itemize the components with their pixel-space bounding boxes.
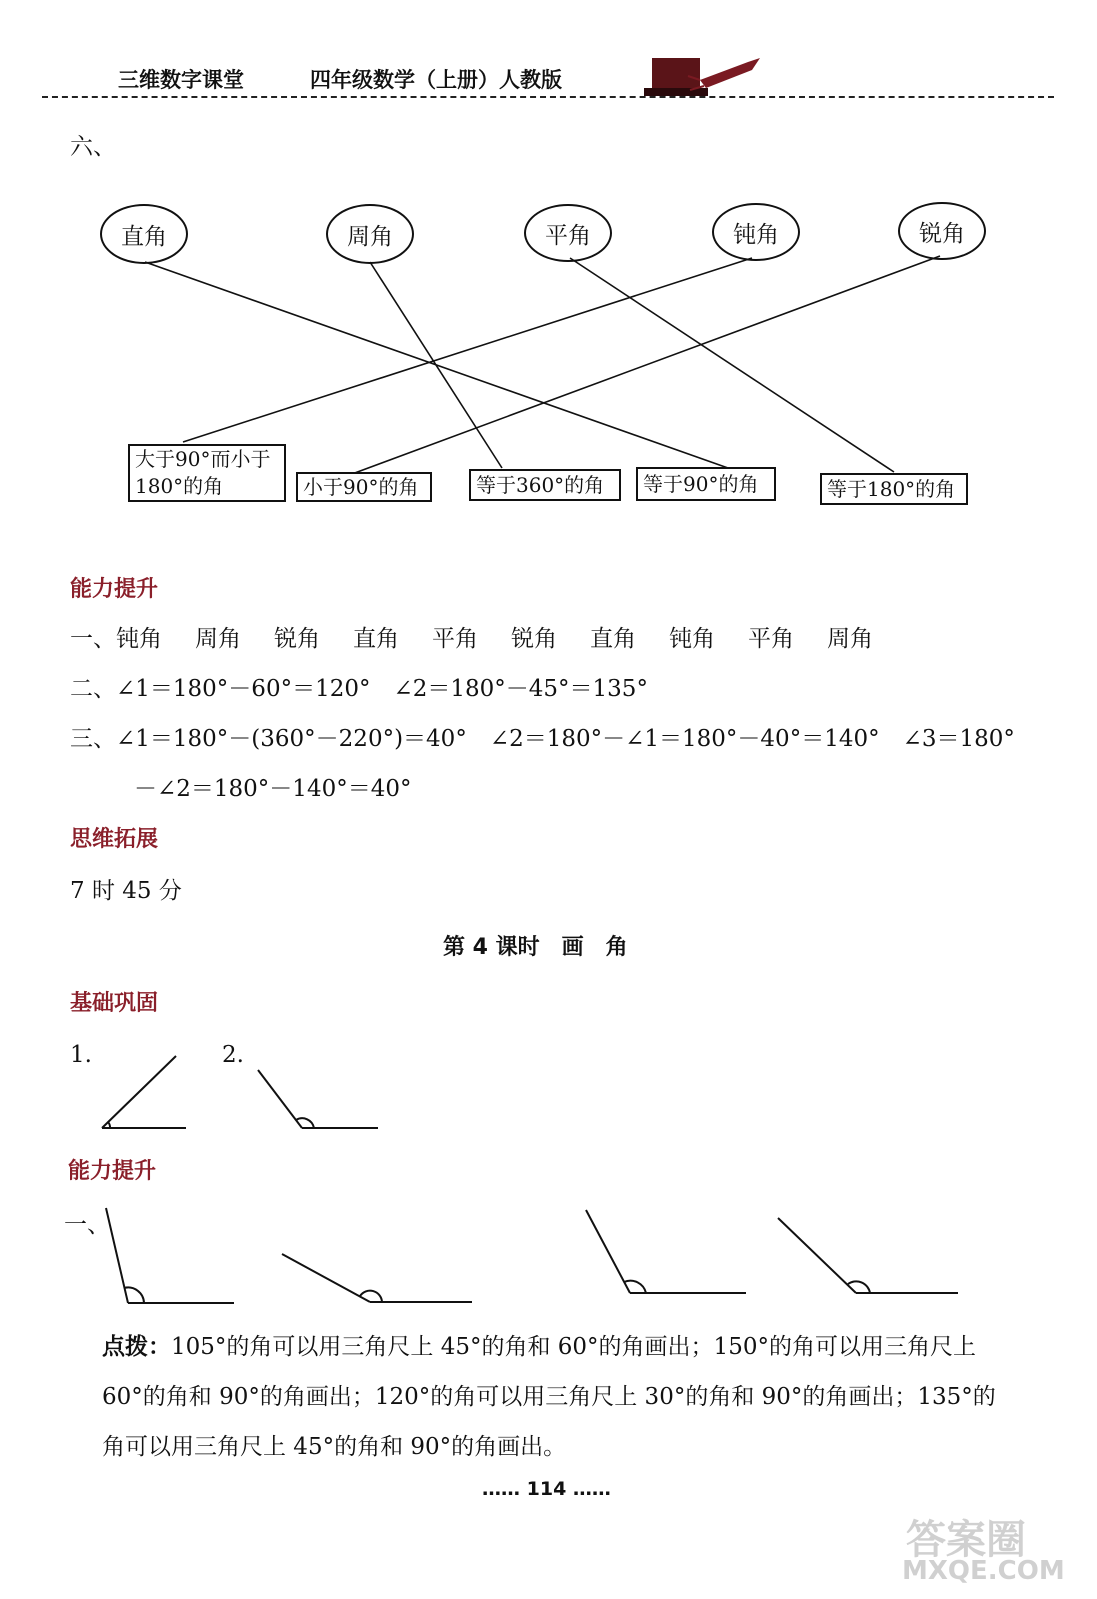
q1-answer: 钝角 [669, 626, 715, 652]
angle-drawing-105 [106, 1208, 234, 1303]
box-equal-180: 等于180°的角 [820, 473, 968, 505]
q1-answer: 周角 [827, 626, 873, 652]
section-heading-ability: 能力提升 [70, 577, 159, 602]
q1-answer: 平角 [432, 626, 478, 652]
watermark-logo-top: 答案圈 [906, 1517, 1026, 1563]
thinking-answer: 7 时 45 分 [70, 878, 182, 904]
ability-q1-row [70, 620, 906, 653]
section-heading-ability-2: 能力提升 [68, 1159, 157, 1184]
angle-drawing-1 [102, 1056, 186, 1128]
box-equal-360: 等于360°的角 [469, 469, 621, 501]
q1-answer: 平角 [748, 626, 794, 652]
angle-drawing-135 [778, 1218, 958, 1293]
oval-obtuse-angle: 钝角 [712, 203, 800, 261]
watermark-logo-bottom: MXQE.COM [902, 1556, 1065, 1586]
tip-line-2: 60°的角和 90°的角画出；120°的角可以用三角尺上 30°的角和 90°的角画出；135°的 [102, 1384, 996, 1410]
line-obtuse-to-between [183, 258, 752, 442]
line-full-to-360 [370, 262, 502, 468]
q1-answer: 钝角 [116, 626, 162, 652]
basic-item-1: 1. [70, 1042, 92, 1068]
tip-text-1: 105°的角可以用三角尺上 45°的角和 60°的角画出；150°的角可以用三角尺上 [171, 1334, 976, 1360]
tip-line-3: 角可以用三角尺上 45°的角和 90°的角画出。 [102, 1434, 567, 1460]
page-footer [482, 1478, 611, 1500]
line-straight-to-180 [570, 258, 894, 472]
q1-answer: 直角 [353, 626, 399, 652]
box-less-90: 小于90°的角 [296, 472, 432, 502]
q1-answer: 直角 [590, 626, 636, 652]
line-right-to-90 [145, 262, 728, 468]
tip-line-1 [102, 1328, 976, 1361]
box-equal-90: 等于90°的角 [636, 467, 776, 501]
header-book-title: 四年级数学（上册）人教版 [310, 68, 562, 92]
angle-drawing-2 [258, 1070, 378, 1128]
angle-drawing-150 [282, 1254, 472, 1302]
q1-answer: 周角 [195, 626, 241, 652]
ability-q3-line2: －∠2＝180°－140°＝40° [134, 776, 412, 802]
angle-drawing-120 [586, 1210, 746, 1293]
logo-base [644, 88, 708, 96]
page-number: 114 [526, 1478, 567, 1500]
oval-right-angle: 直角 [100, 204, 188, 264]
lesson-title: 第 4 课时 画 角 [443, 935, 628, 960]
oval-full-angle: 周角 [326, 204, 414, 264]
q1-label: 一、 [70, 626, 116, 652]
ability-q2: 二、∠1＝180°－60°＝120° ∠2＝180°－45°＝135° [70, 676, 648, 702]
section-heading-basic: 基础巩固 [70, 991, 159, 1016]
box-between-90-180 [128, 444, 286, 502]
ability-q3-line1: 三、∠1＝180°－(360°－220°)＝40° ∠2＝180°－∠1＝180°－40°＝140° ∠3＝180° [70, 726, 1015, 752]
oval-straight-angle: 平角 [524, 204, 612, 262]
footer-dots-right: …… [572, 1478, 611, 1500]
box-between-line2: 180°的角 [135, 474, 224, 498]
q1-answer: 锐角 [274, 626, 320, 652]
section-six-label: 六、 [70, 134, 116, 160]
box-between-line1: 大于90°而小于 [135, 447, 271, 471]
footer-dots-left: …… [482, 1478, 520, 1500]
q1-answer: 锐角 [511, 626, 557, 652]
oval-acute-angle: 锐角 [898, 202, 986, 260]
tip-label: 点拨： [102, 1334, 171, 1360]
basic-item-2: 2. [222, 1042, 244, 1068]
section-heading-thinking: 思维拓展 [70, 827, 159, 852]
header-series-title: 三维数字课堂 [118, 68, 244, 92]
header-divider [42, 96, 1054, 98]
ability2-q1-label: 一、 [64, 1212, 110, 1238]
line-acute-to-less90 [352, 256, 940, 474]
